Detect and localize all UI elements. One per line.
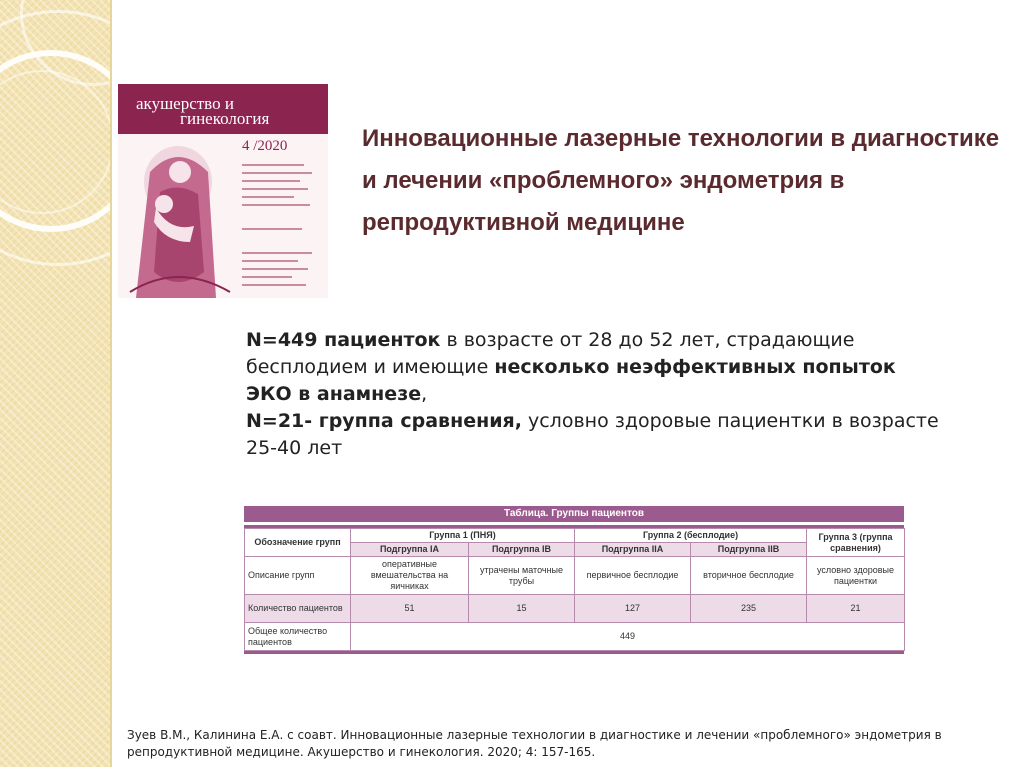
patient-groups-table (244, 506, 904, 654)
table-corner-header: Обозначение групп (245, 529, 351, 557)
row-label: Общее количество пациентов (245, 623, 351, 651)
madonna-illustration (120, 142, 236, 298)
table-cell: вторичное бесплодие (691, 557, 807, 595)
table-header-row (245, 529, 905, 543)
cover-text-line (242, 196, 294, 198)
journal-issue-number: 4 /2020 (242, 138, 288, 154)
table-row (245, 623, 905, 651)
table-caption: Таблица. Группы пациентов (244, 506, 904, 522)
cover-text-line (242, 228, 302, 230)
table-cell: 21 (807, 595, 905, 623)
decorative-side-band (0, 0, 112, 767)
row-label: Количество пациентов (245, 595, 351, 623)
table-cell: 235 (691, 595, 807, 623)
cover-text-line (242, 164, 304, 166)
table-cell: первичное бесплодие (575, 557, 691, 595)
cover-text-line (242, 260, 298, 262)
journal-cover-image (118, 84, 328, 298)
table-cell: 15 (469, 595, 575, 623)
comparison-group-count: N=21- группа сравнения, (246, 410, 522, 432)
journal-title-line1: акушерство и (136, 94, 234, 113)
slide-body-text (246, 327, 946, 462)
cover-text-line (242, 172, 312, 174)
row-label: Описание групп (245, 557, 351, 595)
table-cell: 51 (351, 595, 469, 623)
table-cell: оперативные вмешательства на яичниках (351, 557, 469, 595)
side-band-edge (110, 0, 112, 767)
table-cell: 449 (351, 623, 905, 651)
subgroup-header: Подгруппа IB (469, 543, 575, 557)
table-cell: 127 (575, 595, 691, 623)
groups-table (244, 528, 905, 651)
table-rule (244, 651, 904, 654)
punctuation: , (421, 383, 428, 405)
cover-text-line (242, 252, 312, 254)
table-row (245, 557, 905, 595)
cover-text-line (242, 276, 292, 278)
citation-text: Зуев В.М., Калинина Е.А. с соавт. Инновационные лазерные технологии в диагностике и лечении «проблемного» эндометрия в репродуктивной медицине. Акушерство и гинекология. 2020; 4: 157-165. (127, 728, 942, 759)
group3-header: Группа 3 (группа сравнения) (807, 529, 905, 557)
patients-description: в возрасте от 28 до 52 лет, страдающие бесплодием и имеющие (246, 329, 855, 378)
table-cell: утрачены маточные трубы (469, 557, 575, 595)
subgroup-header: Подгруппа IIB (691, 543, 807, 557)
table-cell: условно здоровые пациентки (807, 557, 905, 595)
group2-header: Группа 2 (бесплодие) (575, 529, 807, 543)
comparison-group-description: условно здоровые пациентки в возрасте 25-40 лет (246, 410, 939, 459)
cover-text-line (242, 180, 300, 182)
cover-text-line (242, 284, 306, 286)
slide-title: Инновационные лазерные технологии в диагностике и лечении «проблемного» эндометрия в репродуктивной медицине (362, 125, 1000, 236)
cover-text-line (242, 268, 308, 270)
ivf-attempts-text: несколько неэффективных попыток ЭКО в анамнезе (246, 356, 896, 405)
journal-title-line2: гинекология (180, 109, 270, 128)
subgroup-header: Подгруппа IIA (575, 543, 691, 557)
patients-count: N=449 пациенток (246, 329, 441, 351)
table-row (245, 595, 905, 623)
subgroup-header: Подгруппа IA (351, 543, 469, 557)
journal-cover-header (118, 84, 328, 134)
cover-text-line (242, 188, 308, 190)
group1-header: Группа 1 (ПНЯ) (351, 529, 575, 543)
cover-text-line (242, 204, 310, 206)
